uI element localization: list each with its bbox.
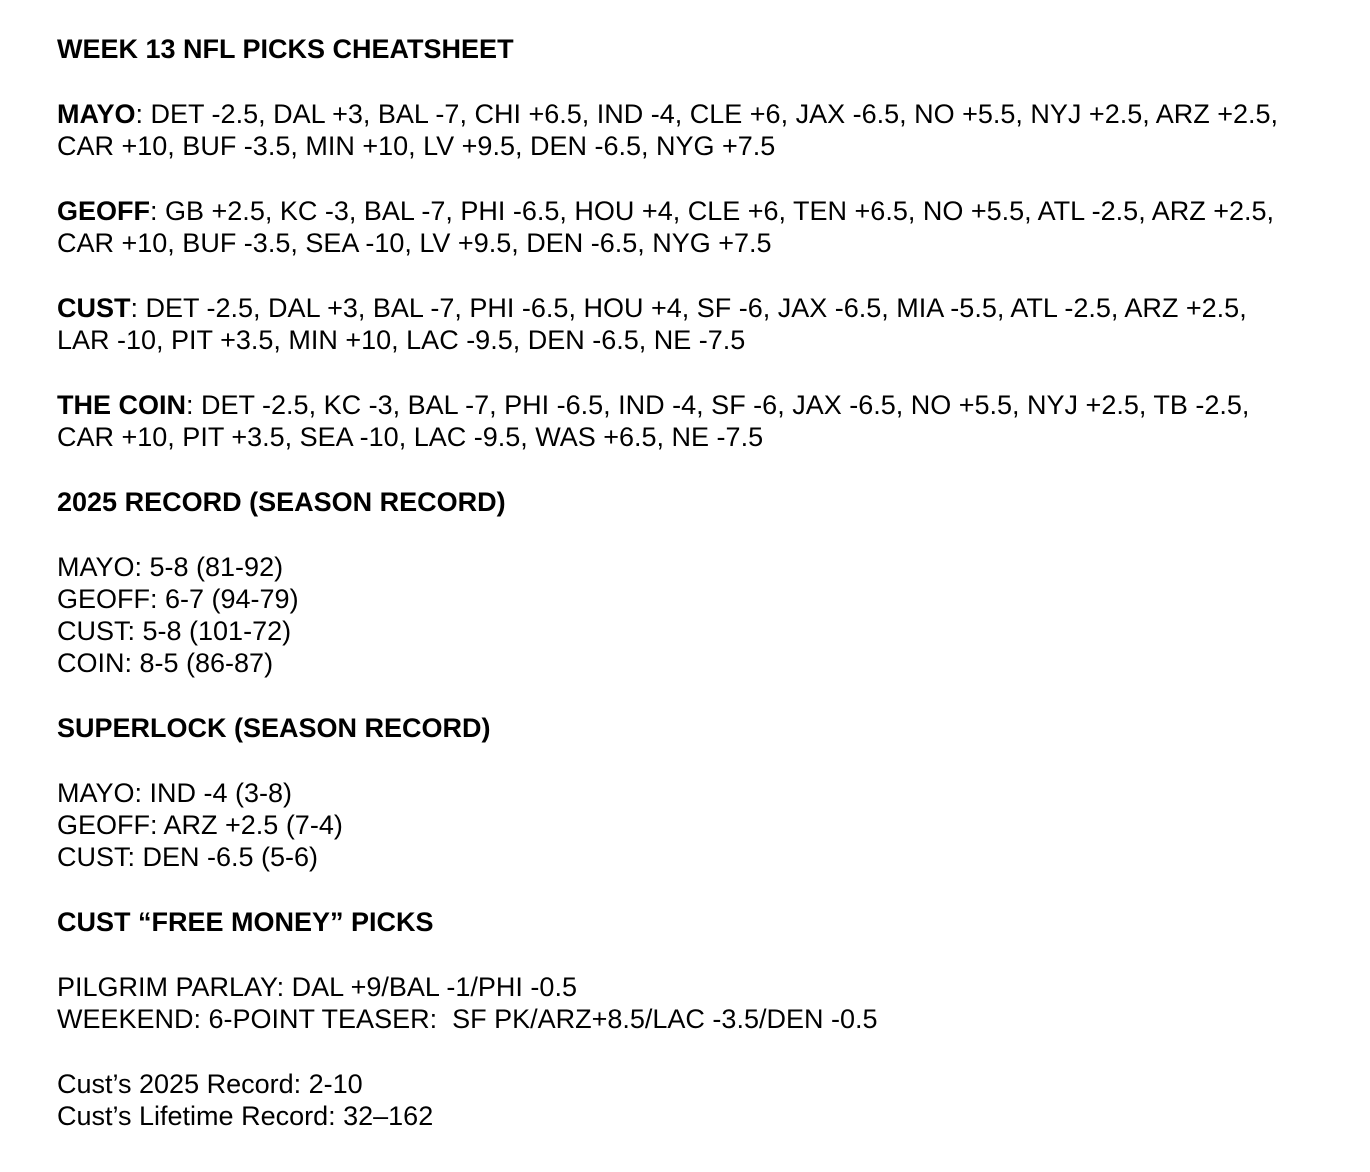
superlock-line: MAYO: IND -4 (3-8) (57, 778, 293, 808)
picker-picks: DET -2.5, DAL +3, BAL -7, PHI -6.5, HOU +4, SF -6, JAX -6.5, MIA -5.5, ATL -2.5, ARZ +2.5, LAR -10, PIT +3.5, MIN +10, LAC -9.5, DEN -6.5, NE -7.5 (57, 293, 1247, 355)
picks-geoff: GEOFF: GB +2.5, KC -3, BAL -7, PHI -6.5, HOU +4, CLE +6, TEN +6.5, NO +5.5, ATL -2.5, ARZ +2.5, CAR +10, BUF -3.5, SEA -10, LV +9.5, DEN -6.5, NYG +7.5 (57, 196, 1275, 258)
cust-record-line: Cust’s Lifetime Record: 32–162 (57, 1101, 434, 1131)
superlock-list (57, 777, 1302, 873)
picks-the-coin: THE COIN: DET -2.5, KC -3, BAL -7, PHI -6.5, IND -4, SF -6, JAX -6.5, NO +5.5, NYJ +2.5, TB -2.5, CAR +10, PIT +3.5, SEA -10, LAC -9.5, WAS +6.5, NE -7.5 (57, 390, 1250, 452)
record-line: CUST: 5-8 (101-72) (57, 616, 292, 646)
picks-mayo: MAYO: DET -2.5, DAL +3, BAL -7, CHI +6.5, IND -4, CLE +6, JAX -6.5, NO +5.5, NYJ +2.5, ARZ +2.5, CAR +10, BUF -3.5, MIN +10, LV +9.5, DEN -6.5, NYG +7.5 (57, 99, 1279, 161)
record-line: MAYO: 5-8 (81-92) (57, 552, 284, 582)
cust-record-list (57, 1068, 1302, 1132)
picker-name: GEOFF (57, 196, 150, 226)
superlock-line: CUST: DEN -6.5 (5-6) (57, 842, 319, 872)
page-title: WEEK 13 NFL PICKS CHEATSHEET (57, 34, 514, 64)
record-list (57, 551, 1302, 679)
record-heading: 2025 RECORD (SEASON RECORD) (57, 487, 506, 517)
record-line: GEOFF: 6-7 (94-79) (57, 584, 299, 614)
picker-name: CUST (57, 293, 131, 323)
document-content (57, 33, 1302, 1132)
free-money-heading: CUST “FREE MONEY” PICKS (57, 907, 434, 937)
record-line: COIN: 8-5 (86-87) (57, 648, 274, 678)
picker-name: MAYO (57, 99, 136, 129)
picks-cust: CUST: DET -2.5, DAL +3, BAL -7, PHI -6.5, HOU +4, SF -6, JAX -6.5, MIA -5.5, ATL -2.5, ARZ +2.5, LAR -10, PIT +3.5, MIN +10, LAC -9.5, DEN -6.5, NE -7.5 (57, 293, 1247, 355)
picker-name: THE COIN (57, 390, 187, 420)
superlock-heading: SUPERLOCK (SEASON RECORD) (57, 713, 491, 743)
picker-picks: DET -2.5, DAL +3, BAL -7, CHI +6.5, IND -4, CLE +6, JAX -6.5, NO +5.5, NYJ +2.5, ARZ +2.5, CAR +10, BUF -3.5, MIN +10, LV +9.5, DEN -6.5, NYG +7.5 (57, 99, 1279, 161)
free-money-list (57, 971, 1302, 1035)
cust-record-line: Cust’s 2025 Record: 2-10 (57, 1069, 363, 1099)
picker-picks: GB +2.5, KC -3, BAL -7, PHI -6.5, HOU +4, CLE +6, TEN +6.5, NO +5.5, ATL -2.5, ARZ +2.5, CAR +10, BUF -3.5, SEA -10, LV +9.5, DEN -6.5, NYG +7.5 (57, 196, 1275, 258)
picker-picks: DET -2.5, KC -3, BAL -7, PHI -6.5, IND -4, SF -6, JAX -6.5, NO +5.5, NYJ +2.5, TB -2.5, CAR +10, PIT +3.5, SEA -10, LAC -9.5, WAS +6.5, NE -7.5 (57, 390, 1250, 452)
free-money-line: PILGRIM PARLAY: DAL +9/BAL -1/PHI -0.5 (57, 972, 577, 1002)
superlock-line: GEOFF: ARZ +2.5 (7-4) (57, 810, 343, 840)
free-money-line: WEEKEND: 6-POINT TEASER: SF PK/ARZ+8.5/LAC -3.5/DEN -0.5 (57, 1004, 878, 1034)
